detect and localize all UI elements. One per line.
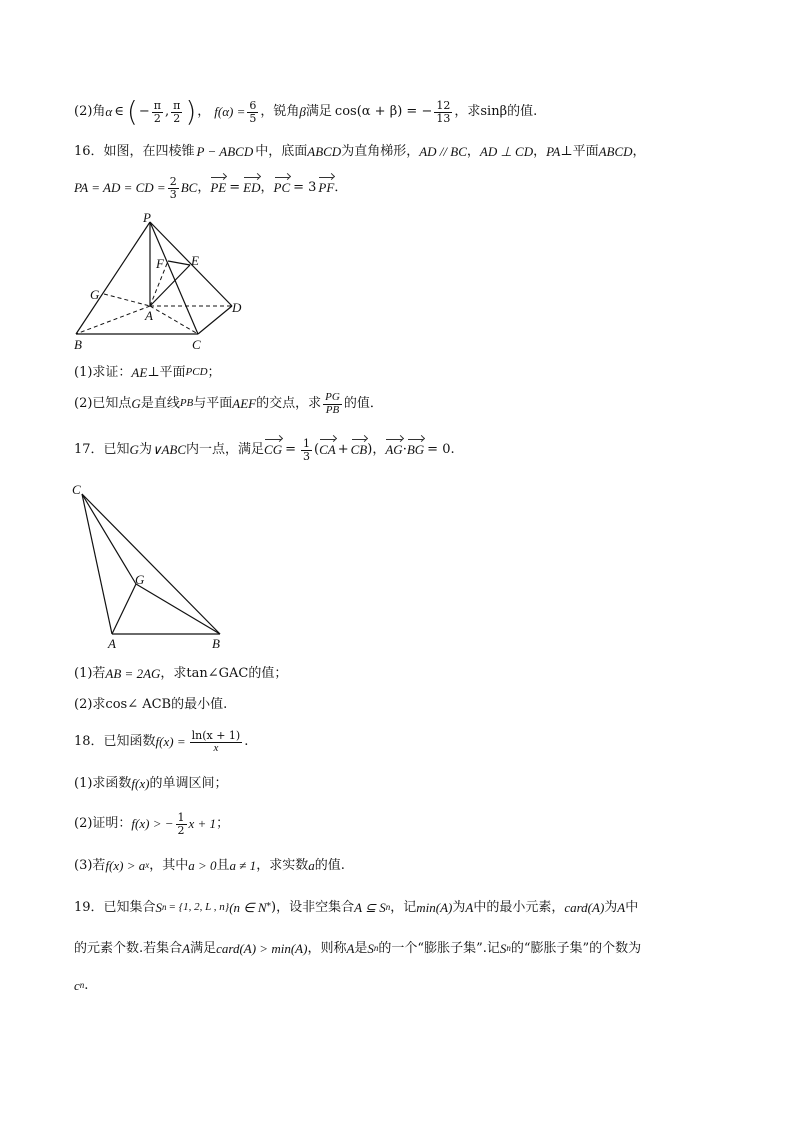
vector-ed: ED: [243, 180, 261, 196]
vector-pc: PC: [273, 180, 291, 196]
label-g: G: [135, 572, 145, 587]
one-third-fraction: $\frac{1}{3}$: [303, 437, 311, 463]
vector-ag: AG: [385, 442, 403, 458]
label-d: D: [232, 300, 242, 315]
edge-pb: [76, 222, 150, 334]
segment-ac: [150, 306, 198, 334]
q16-line2: PA = AD = CD = $\frac{2}{3}$ BC ， PE = ED ， PC = 3 PF ．: [74, 175, 348, 201]
vector-pf: PF: [318, 180, 335, 196]
q17-part1: (1)若 AB = 2AG ，求 tan∠GAC 的值；: [74, 666, 288, 681]
label-a: A: [145, 308, 153, 323]
vector-ca: CA: [319, 442, 336, 458]
q16-part1: (1)求证： AE ⊥平面 PCD ；: [74, 365, 221, 380]
q17-line1: 17．已知 G 为 ∨ABC 内一点，满足 CG = $\frac{1}{3}$ ( CA + CB ) ， AG · BG = 0 .: [74, 437, 455, 463]
label-a: A: [108, 636, 116, 650]
six-fifths-fraction: $\frac{6}{5}$: [249, 98, 257, 125]
q16-part2: (2)已知点 G 是直线 PB 与平面 AEF 的交点，求 $\frac{PG}{PB}$ 的值．: [74, 391, 383, 416]
segment-ga: [104, 294, 150, 306]
ln-over-x-fraction: $\frac{\ln(x + 1)}{x}$: [191, 729, 241, 754]
q18-line1: 18．已知函数 f(x) = $\frac{\ln(x + 1)}{x}$ .: [74, 729, 249, 754]
side-ca: [82, 494, 112, 634]
vector-bg: BG: [406, 442, 425, 458]
triangle-figure: [62, 478, 242, 650]
side-cb: [82, 494, 220, 634]
edge-ab: [76, 306, 150, 334]
label-f: F: [156, 256, 164, 271]
edge-pc: [150, 222, 198, 334]
vector-cb: CB: [350, 442, 368, 458]
label-b: B: [74, 337, 82, 352]
pg-over-pb-fraction: $\frac{PG}{PB}$: [325, 391, 340, 416]
twelve-thirteenths-fraction: $\frac{12}{13}$: [436, 98, 451, 125]
label-p: P: [143, 210, 151, 225]
one-half-fraction: $\frac{1}{2}$: [177, 811, 185, 837]
label-b: B: [212, 636, 220, 650]
label-g: G: [90, 287, 100, 302]
q17-part2: (2)求 cos∠ ACB 的最小值.: [74, 697, 228, 712]
segment-cg: [82, 494, 136, 584]
pyramid-figure: [60, 210, 260, 360]
q16-line1: 16．如图，在四棱锥 P − ABCD 中，底面 ABCD 为直角梯形， AD // BC ， AD ⊥ CD ， PA ⊥平面 ABCD ，: [74, 144, 646, 159]
q19-line1: 19．已知集合 S n = {1, 2, L , n} (n ∈ N * ) ，设非空集合 A ⊆ S n ，记 min(A) 为 A 中的最小元素， card(A) 为 A 中: [74, 900, 639, 915]
edge-cd: [198, 306, 232, 334]
segment-ag: [112, 584, 136, 634]
q18-part1: (1)求函数 f(x) 的单调区间；: [74, 776, 228, 791]
q18-part3: (3)若 f(x) > a x ，其中 a > 0 且 a ≠ 1 ，求实数 a 的值.: [74, 858, 345, 873]
two-thirds-fraction: $\frac{2}{3}$: [169, 175, 177, 201]
q19-line3: c n .: [74, 978, 89, 993]
q19-line2: 的元素个数.若集合 A 满足 card(A) > min(A) ，则称 A 是 S n 的一个“膨胀子集”.记 S n 的“膨胀子集”的个数为: [74, 941, 642, 956]
label-c: C: [72, 482, 81, 497]
vector-cg: CG: [264, 442, 283, 458]
q18-part2: (2)证明： f(x) > − $\frac{1}{2}$ x + 1 ；: [74, 811, 230, 837]
label-e: E: [191, 253, 199, 268]
pi-over-2-fraction: $\frac{\pi}{2}$: [153, 98, 161, 125]
pi-over-2-fraction: $\frac{\pi}{2}$: [173, 98, 181, 125]
q15-part2: (2)角 α ∈ ( − $\frac{\pi}{2}$ , $\frac{\pi}{2}$ ) ， f(α) = $\frac{6}{5}$ ，锐角 β 满足 cos(α + β) = − $\frac{12}{13}$ ，求 sinβ 的值.: [74, 95, 538, 128]
label-c: C: [192, 337, 201, 352]
vector-pe: PE: [210, 180, 227, 196]
segment-fe: [168, 261, 190, 265]
